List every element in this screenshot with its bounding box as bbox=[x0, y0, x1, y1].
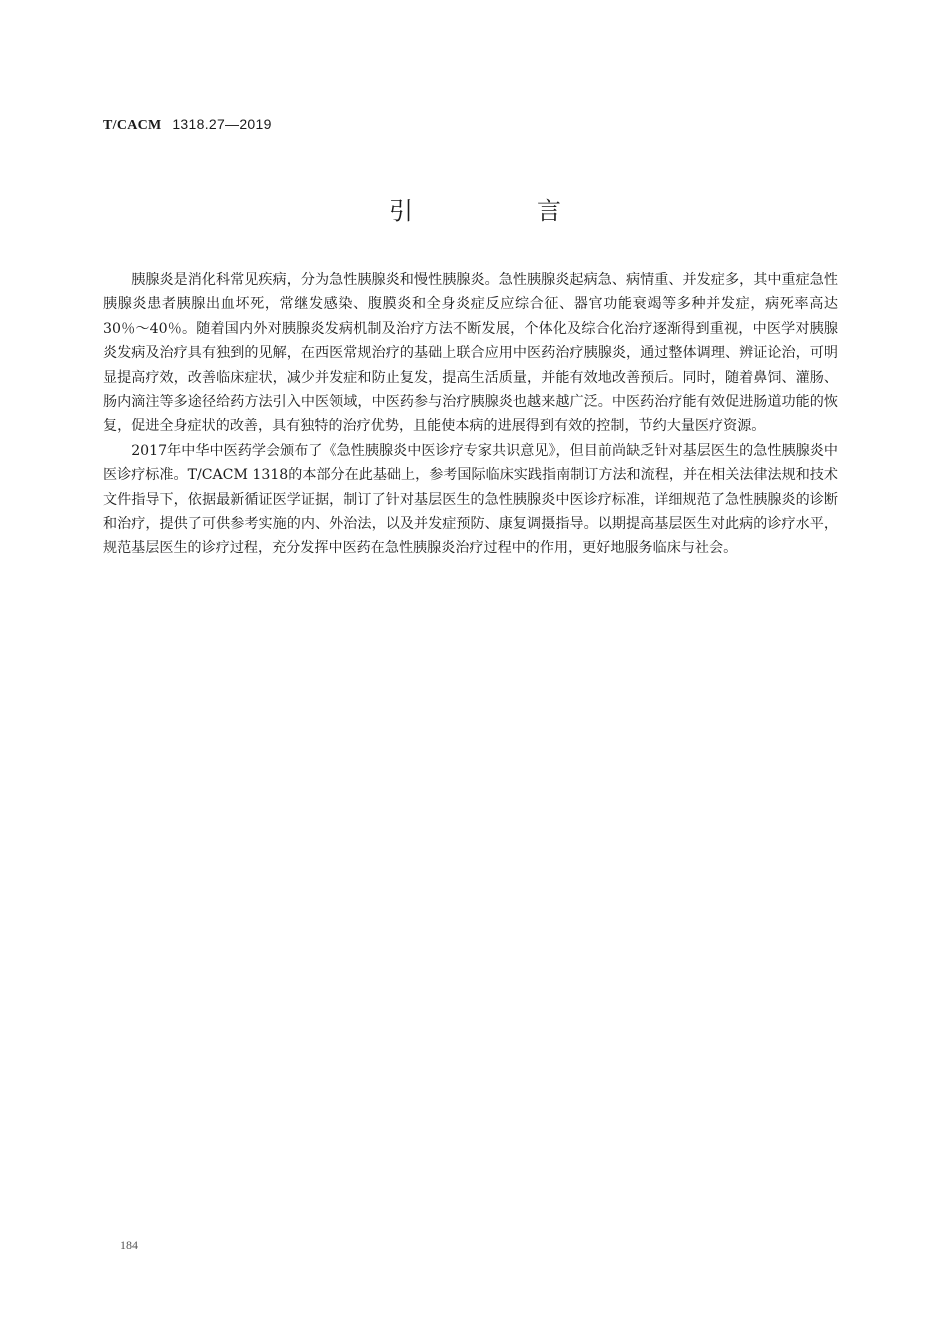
page-number: 184 bbox=[120, 1238, 138, 1252]
standard-code bbox=[103, 114, 272, 136]
paragraph-1: 胰腺炎是消化科常见疾病，分为急性胰腺炎和慢性胰腺炎。急性胰腺炎起病急、病情重、并发症多，其中重症急性胰腺炎患者胰腺出血坏死，常继发感染、腹膜炎和全身炎症反应综合征、器官功能衰竭等多种并发症，病死率高达30％～40％。随着国内外对胰腺炎发病机制及治疗方法不断发展，个体化及综合化治疗逐渐得到重视，中医学对胰腺炎发病及治疗具有独到的见解，在西医常规治疗的基础上联合应用中医药治疗胰腺炎，通过整体调理、辨证论治，可明显提高疗效，改善临床症状，减少并发症和防止复发，提高生活质量，并能有效地改善预后。同时，随着鼻饲、灌肠、肠内滴注等多途径给药方法引入中医领域，中医药参与治疗胰腺炎也越来越广泛。中医药治疗能有效促进肠道功能的恢复，促进全身症状的改善，具有独特的治疗优势，且能使本病的进展得到有效的控制，节约大量医疗资源。 bbox=[103, 272, 838, 435]
page-title: 引 言 bbox=[389, 197, 611, 225]
standard-org: T/CACM bbox=[103, 118, 162, 133]
body-text bbox=[103, 268, 838, 561]
paragraph-2: 2017年中华中医药学会颁布了《急性胰腺炎中医诊疗专家共识意见》，但目前尚缺乏针对基层医生的急性胰腺炎中医诊疗标准。T/CACM 1318的本部分在此基础上，参考国际临床实践指南制订方法和流程，并在相关法律法规和技术文件指导下，依据最新循证医学证据，制订了针对基层医生的急性胰腺炎中医诊疗标准，详细规范了急性胰腺炎的诊断和治疗，提供了可供参考实施的内、外治法，以及并发症预防、康复调摄指导。以期提高基层医生对此病的诊疗水平，规范基层医生的诊疗过程，充分发挥中医药在急性胰腺炎治疗过程中的作用，更好地服务临床与社会。 bbox=[103, 442, 838, 557]
standard-number: 1318.27—2019 bbox=[172, 116, 272, 132]
